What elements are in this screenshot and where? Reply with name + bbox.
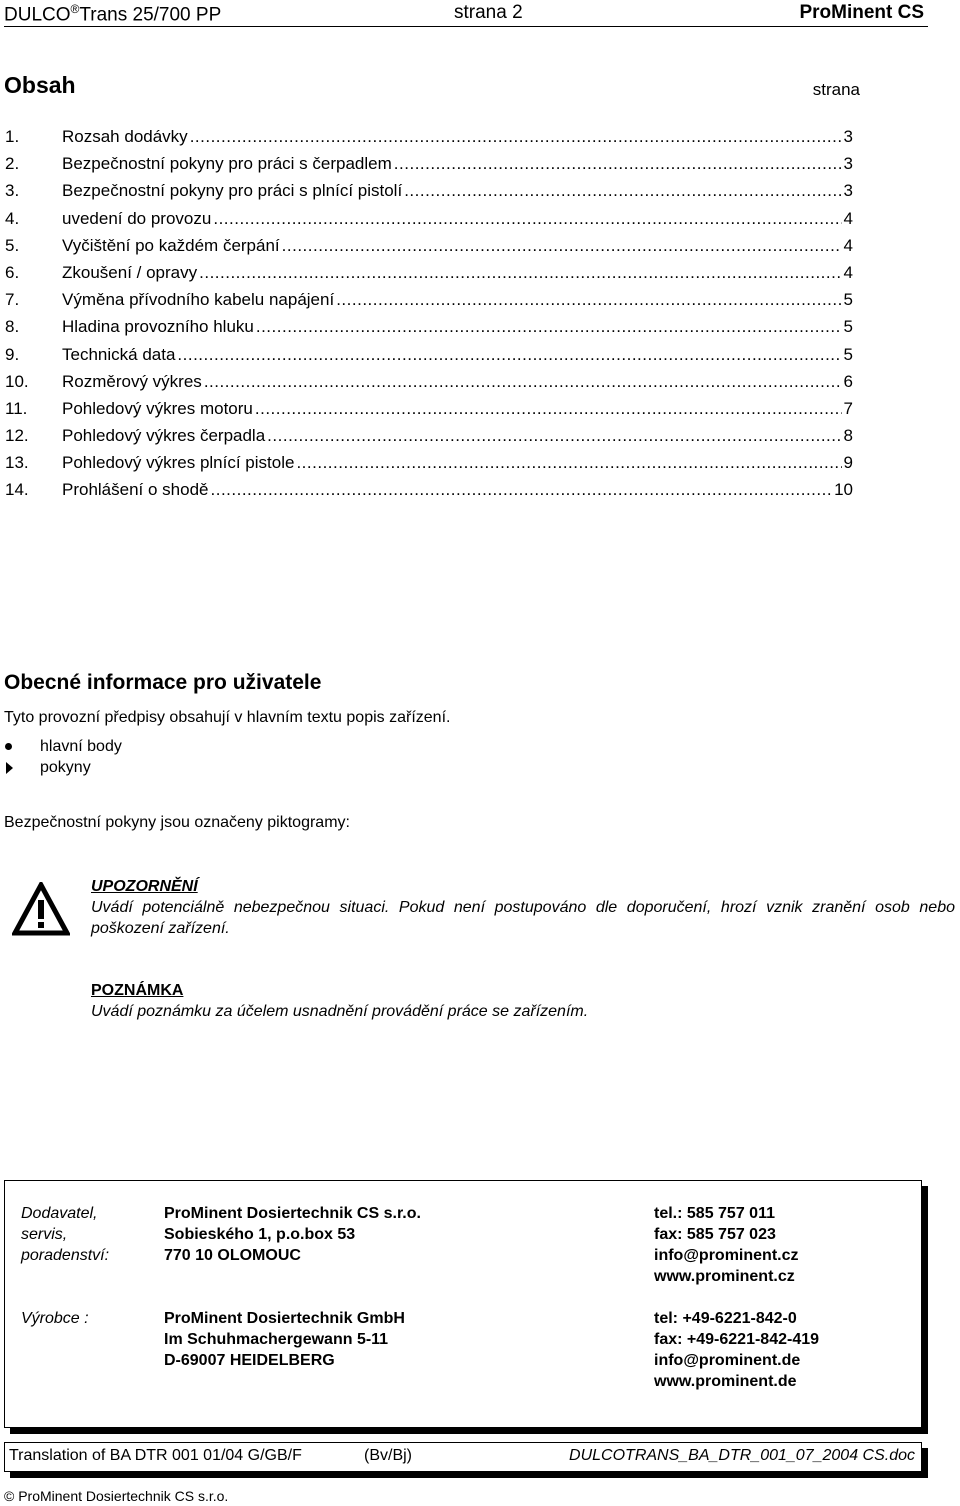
warning-title: UPOZORNĚNÍ <box>91 878 198 895</box>
toc-row[interactable] <box>5 399 853 426</box>
toc-item-number: 7. <box>5 290 20 310</box>
note-block <box>91 980 955 1022</box>
toc-row[interactable] <box>5 426 853 453</box>
toc-row[interactable] <box>5 236 853 263</box>
toc-row[interactable] <box>5 372 853 399</box>
toc-item-label: Technická data <box>62 344 176 364</box>
manufacturer-web[interactable]: www.prominent.de <box>654 1373 797 1390</box>
toc-item-page: 4 <box>843 208 853 228</box>
toc-item-number: 3. <box>5 181 20 201</box>
supplier-web[interactable]: www.prominent.cz <box>654 1268 795 1285</box>
toc-leader-dots <box>404 181 841 201</box>
toc-leader-dots <box>336 290 841 310</box>
toc-row[interactable] <box>5 154 853 181</box>
toc-row[interactable] <box>5 317 853 344</box>
toc-item-page: 10 <box>834 480 853 500</box>
toc-item-number: 14. <box>5 480 29 500</box>
toc-page-column-label: strana <box>812 80 860 99</box>
toc-item-page: 3 <box>843 181 853 201</box>
toc-row[interactable] <box>5 290 853 317</box>
contact-box <box>4 1180 922 1428</box>
toc-row[interactable] <box>5 181 853 208</box>
manufacturer-name: ProMinent Dosiertechnik GmbH <box>164 1310 405 1327</box>
toc-item-page: 5 <box>843 317 853 337</box>
warning-block <box>91 876 955 939</box>
footer-filename: DULCOTRANS_BA_DTR_001_07_2004 CS.doc <box>569 1447 915 1464</box>
toc-leader-dots <box>255 399 842 419</box>
bullet-main-points <box>4 738 122 756</box>
bullet-dot-icon <box>5 743 12 750</box>
toc-leader-dots <box>211 480 833 500</box>
toc-item-number: 2. <box>5 154 20 174</box>
toc-leader-dots <box>282 236 842 256</box>
header-page-number: strana 2 <box>454 2 523 23</box>
bullet-arrow-icon <box>6 762 13 774</box>
toc-item-label: Pohledový výkres plnící pistole <box>62 453 295 473</box>
bullet-instructions-label: pokyny <box>40 759 91 776</box>
manufacturer-fax: fax: +49-6221-842-419 <box>654 1331 820 1348</box>
footer-box <box>4 1442 922 1472</box>
warning-text: Uvádí potenciálně nebezpečnou situaci. Pokud není postupováno dle doporučení, hrozí vznik zranění osob nebo poškození zařízení. <box>91 899 955 937</box>
toc-item-label: Pohledový výkres motoru <box>62 398 253 418</box>
toc-item-number: 12. <box>5 426 29 446</box>
toc-row[interactable] <box>5 480 853 507</box>
toc-item-page: 6 <box>843 371 853 391</box>
header-company: ProMinent CS <box>799 2 924 23</box>
toc-leader-dots <box>296 453 841 473</box>
footer-translation: Translation of BA DTR 001 01/04 G/GB/F <box>9 1447 302 1464</box>
bullet-instructions <box>4 759 91 777</box>
general-info-intro: Tyto provozní předpisy obsahují v hlavním textu popis zařízení. <box>4 709 451 726</box>
header-product: DULCO®Trans 25/700 PP <box>4 2 222 26</box>
toc-item-number: 8. <box>5 317 20 337</box>
copyright: © ProMinent Dosiertechnik CS s.r.o. <box>4 1488 229 1504</box>
toc-item-label: Prohlášení o shodě <box>62 480 209 500</box>
toc-item-label: Výměna přívodního kabelu napájení <box>62 290 335 310</box>
toc-item-label: Bezpečnostní pokyny pro práci s čerpadlem <box>62 154 392 174</box>
toc-title: Obsah <box>4 72 76 98</box>
toc-row[interactable] <box>5 263 853 290</box>
toc-item-page: 3 <box>843 127 853 146</box>
bullet-main-label: hlavní body <box>40 738 122 755</box>
toc-row[interactable] <box>5 209 853 236</box>
toc-item-page: 4 <box>843 235 853 255</box>
toc-item-number: 4. <box>5 208 20 228</box>
toc-item-number: 13. <box>5 453 29 473</box>
note-title: POZNÁMKA <box>91 982 184 999</box>
toc-item-page: 5 <box>843 344 853 364</box>
supplier-name: ProMinent Dosiertechnik CS s.r.o. <box>164 1205 421 1222</box>
table-of-contents <box>5 127 853 508</box>
toc-item-page: 4 <box>843 262 853 282</box>
supplier-label-1: Dodavatel, <box>21 1205 98 1222</box>
manufacturer-tel: tel: +49-6221-842-0 <box>654 1310 797 1327</box>
supplier-label-3: poradenství: <box>21 1247 110 1264</box>
toc-item-label: Rozsah dodávky <box>62 127 188 146</box>
footer-author: (Bv/Bj) <box>364 1447 412 1464</box>
toc-item-number: 10. <box>5 371 29 391</box>
supplier-street: Sobieského 1, p.o.box 53 <box>164 1226 356 1243</box>
toc-item-number: 11. <box>5 398 28 418</box>
toc-row[interactable] <box>5 345 853 372</box>
general-info-title: Obecné informace pro uživatele <box>4 671 322 694</box>
toc-item-page: 5 <box>843 290 853 310</box>
supplier-label-2: servis, <box>21 1226 68 1243</box>
toc-item-label: Hladina provozního hluku <box>62 317 254 337</box>
toc-item-label: Vyčištění po každém čerpání <box>62 235 280 255</box>
note-text: Uvádí poznámku za účelem usnadnění provádění práce se zařízením. <box>91 1003 589 1020</box>
manufacturer-street: Im Schuhmachergewann 5-11 <box>164 1331 389 1348</box>
warning-triangle-icon <box>12 882 70 936</box>
toc-leader-dots <box>199 263 841 283</box>
manufacturer-city: D-69007 HEIDELBERG <box>164 1352 335 1369</box>
toc-item-number: 6. <box>5 262 20 282</box>
toc-item-number: 9. <box>5 344 20 364</box>
supplier-tel: tel.: 585 757 011 <box>654 1205 775 1222</box>
safety-intro: Bezpečnostní pokyny jsou označeny piktogramy: <box>4 814 350 831</box>
toc-row[interactable] <box>5 127 853 154</box>
toc-leader-dots <box>177 345 841 365</box>
toc-leader-dots <box>256 317 842 337</box>
toc-leader-dots <box>204 372 842 392</box>
toc-item-number: 1. <box>5 127 20 146</box>
supplier-fax: fax: 585 757 023 <box>654 1226 776 1243</box>
toc-item-number: 5. <box>5 235 20 255</box>
toc-item-page: 9 <box>843 453 853 473</box>
supplier-email[interactable]: info@prominent.cz <box>654 1247 799 1264</box>
toc-item-label: Zkoušení / opravy <box>62 262 198 282</box>
supplier-city: 770 10 OLOMOUC <box>164 1247 301 1264</box>
page-header <box>4 0 928 27</box>
toc-item-page: 3 <box>843 154 853 174</box>
toc-item-page: 8 <box>843 426 853 446</box>
toc-leader-dots <box>267 426 841 446</box>
toc-leader-dots <box>190 127 842 147</box>
toc-leader-dots <box>394 154 842 174</box>
toc-row[interactable] <box>5 453 853 480</box>
toc-item-page: 7 <box>843 398 853 418</box>
manufacturer-email[interactable]: info@prominent.de <box>654 1352 801 1369</box>
manufacturer-label: Výrobce : <box>21 1310 89 1327</box>
toc-item-label: uvedení do provozu <box>62 208 212 228</box>
toc-item-label: Pohledový výkres čerpadla <box>62 426 266 446</box>
toc-leader-dots <box>213 209 841 229</box>
toc-item-label: Rozměrový výkres <box>62 371 202 391</box>
toc-item-label: Bezpečnostní pokyny pro práci s plnící pistolí <box>62 181 403 201</box>
